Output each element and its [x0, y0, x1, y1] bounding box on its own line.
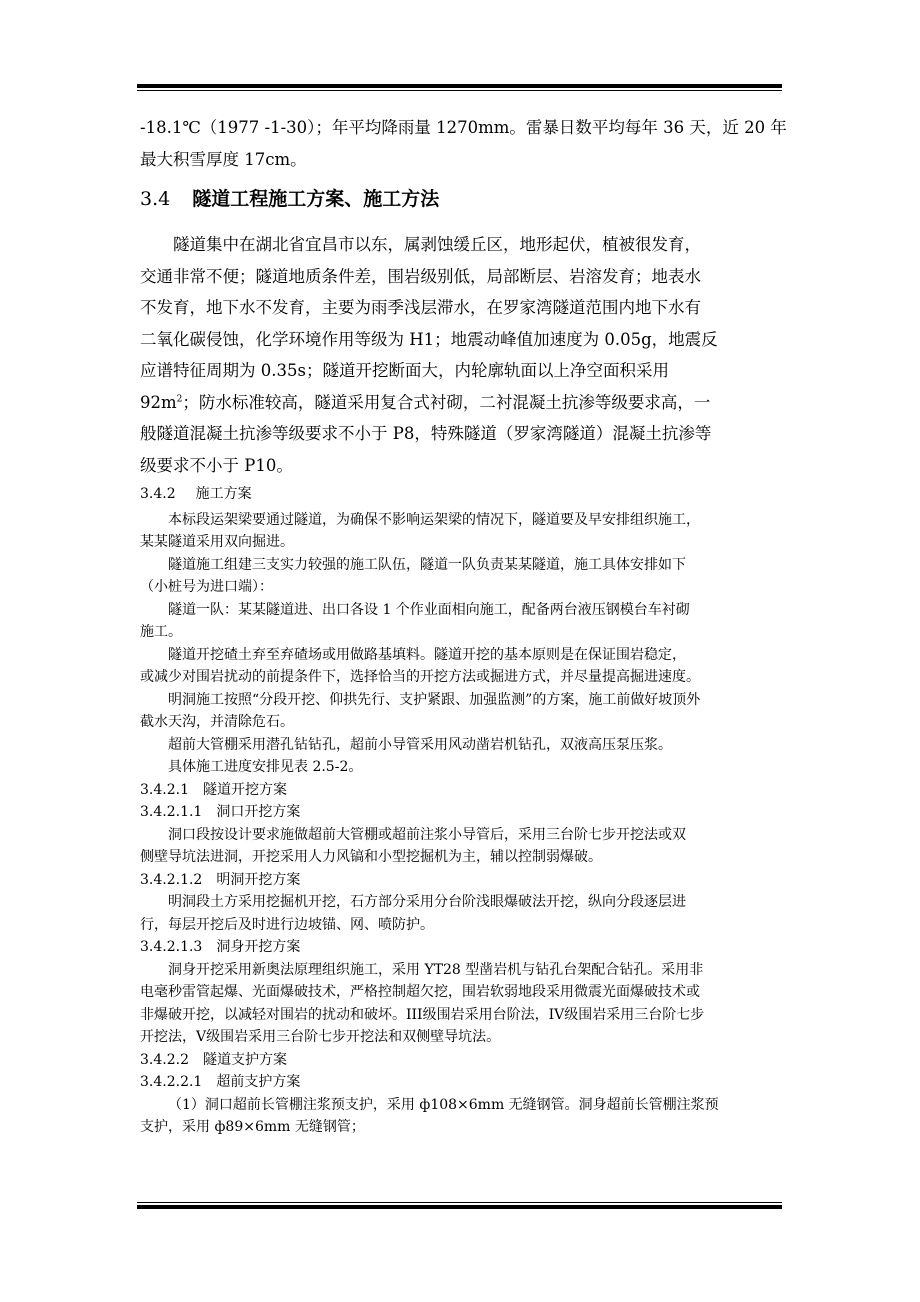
header-rule — [137, 84, 782, 91]
section-number: 3.4.2.2 — [140, 1051, 189, 1068]
paragraph-line: 电毫秒雷管起爆、光面爆破技术，严格控制超欠挖，围岩软弱地段采用微震光面爆破技术或 — [140, 984, 700, 1000]
section-3-4-2-1-1-body — [140, 824, 785, 869]
section-3-4-2-1-2-heading — [140, 869, 785, 892]
paragraph-line: 侧壁导坑法进洞，开挖采用人力风镐和小型挖掘机为主，辅以控制弱爆破。 — [140, 849, 602, 865]
section-number: 3.4.2.1.3 — [140, 939, 203, 955]
paragraph-line: 本标段运架梁要通过隧道，为确保不影响运架梁的情况下，隧道要及早安排组织施工， — [168, 511, 700, 528]
section-title: 洞口开挖方案 — [216, 804, 301, 820]
paragraph-line: 隧道施工组建三支实力较强的施工队伍，隧道一队负责某某隧道，施工具体安排如下 — [168, 556, 686, 573]
section-title: 隧道支护方案 — [202, 1051, 287, 1068]
area-value: 92m — [140, 392, 177, 412]
paragraph-line: 隧道集中在湖北省宜昌市以东，属剥蚀缓丘区，地形起伏，植被很发育， — [173, 235, 701, 254]
paragraph-line: 明洞段土方采用挖掘机开挖，石方部分采用分台阶浅眼爆破法开挖，纵向分段逐层进 — [168, 894, 686, 910]
paragraph-line: 隧道开挖碴土弃至弃碴场或用做路基填料。隧道开挖的基本原则是在保证围岩稳定， — [168, 646, 686, 663]
paragraph-line: 不发育，地下水不发育，主要为雨季浅层滞水，在罗家湾隧道范围内地下水有 — [140, 298, 701, 317]
document-page — [140, 112, 785, 1139]
paragraph-line: 或减少对围岩扰动的前提条件下，选择恰当的开挖方法或掘进方式，并尽量提高掘进速度。 — [140, 669, 700, 685]
section-title: 隧道工程施工方案、施工方法 — [192, 188, 440, 210]
section-3-4-heading — [140, 175, 785, 223]
paragraph-line: （小桩号为进口端）： — [140, 579, 273, 595]
paragraph-line: 某某隧道采用双向掘进。 — [140, 534, 294, 550]
paragraph-line: 隧道一队：某某隧道进、出口各设 1 个作业面相向施工，配备两台液压钢模台车衬砌 — [168, 601, 690, 618]
paragraph-line: 截水天沟，并清除危石。 — [140, 714, 294, 730]
paragraph-line: 非爆破开挖，以减轻对围岩的扰动和破坏。III级围岩采用台阶法，IV级围岩采用三台阶七步 — [140, 1006, 705, 1023]
paragraph-line: 支护，采用 ф89×6mm 无缝钢管； — [140, 1119, 365, 1135]
area-rest: ；防水标准较高，隧道采用复合式衬砌，二衬混凝土抗渗等级要求高，一 — [182, 392, 711, 412]
area-superscript: 2 — [176, 394, 183, 404]
section-number: 3.4 — [140, 188, 171, 210]
intro-line-2: 最大积雪厚度 17cm。 — [140, 149, 307, 169]
paragraph-line: 超前大管棚采用潜孔钻钻孔，超前小导管采用风动凿岩机钻孔，双液高压泵压浆。 — [168, 736, 672, 753]
section-number: 3.4.2.1 — [140, 781, 189, 798]
intro-line-1: -18.1℃（1977 -1-30）；年平均降雨量 1270mm。雷暴日数平均每年 36 天，近 20 年 — [140, 118, 787, 137]
section-title: 超前支护方案 — [216, 1074, 301, 1090]
paragraph-line: 应谱特征周期为 0.35s；隧道开挖断面大，内轮廓轨面以上净空面积采用 — [140, 361, 669, 380]
paragraph-line: 施工。 — [140, 624, 182, 640]
footer-rule — [137, 1202, 782, 1209]
section-number: 3.4.2.2.1 — [140, 1074, 203, 1090]
paragraph-line: 级要求不小于 P10。 — [140, 455, 293, 475]
paragraph-line: （1）洞口超前长管棚注浆预支护，采用 ф108×6mm 无缝钢管。洞身超前长管棚注浆预 — [168, 1096, 719, 1113]
section-3-4-2-1-3-body — [140, 959, 785, 1049]
section-title: 洞身开挖方案 — [216, 939, 301, 955]
paragraph-line: 洞口段按设计要求施做超前大管棚或超前注浆小导管后，采用三台阶七步开挖法或双 — [168, 826, 686, 843]
section-3-4-2-2-1-heading — [140, 1071, 785, 1094]
paragraph-line: 具体施工进度安排见表 2.5-2。 — [168, 759, 363, 775]
paragraph-line: 行，每层开挖后及时进行边坡锚、网、喷防护。 — [140, 916, 434, 933]
section-3-4-2-1-3-heading — [140, 936, 785, 959]
section-title: 施工方案 — [195, 486, 252, 502]
paragraph-line: 开挖法，V级围岩采用三台阶七步开挖法和双侧壁导坑法。 — [140, 1029, 501, 1045]
paragraph-line: 明洞施工按照“分段开挖、仰拱先行、支护紧跟、加强监测”的方案，施工前做好坡顶外 — [168, 691, 701, 708]
paragraph-line: 洞身开挖采用新奥法原理组织施工，采用 YT28 型凿岩机与钻孔台架配合钻孔。采用非 — [168, 961, 704, 978]
section-number: 3.4.2.1.1 — [140, 804, 203, 820]
section-3-4-2-body — [140, 509, 785, 779]
section-3-4-2-2-heading — [140, 1049, 785, 1072]
paragraph-line — [140, 387, 785, 419]
section-title: 明洞开挖方案 — [216, 871, 301, 888]
paragraph-line: 交通非常不便；隧道地质条件差，围岩级别低，局部断层、岩溶发育；地表水 — [140, 266, 701, 286]
section-3-4-2-1-heading — [140, 779, 785, 802]
section-number: 3.4.2.1.2 — [140, 871, 203, 888]
section-number: 3.4.2 — [140, 486, 176, 502]
section-3-4-2-1-2-body — [140, 891, 785, 936]
paragraph-line: 般隧道混凝土抗渗等级要求不小于 P8，特殊隧道（罗家湾隧道）混凝土抗渗等 — [140, 424, 712, 443]
section-3-4-2-heading — [140, 483, 785, 506]
section-3-4-2-1-1-heading — [140, 801, 785, 824]
paragraph-line: 二氧化碳侵蚀，化学环境作用等级为 H1；地震动峰值加速度为 0.05g，地震反 — [140, 329, 718, 349]
section-3-4-paragraph — [140, 229, 785, 481]
section-title: 隧道开挖方案 — [202, 781, 287, 798]
section-3-4-2-2-1-body — [140, 1094, 785, 1139]
